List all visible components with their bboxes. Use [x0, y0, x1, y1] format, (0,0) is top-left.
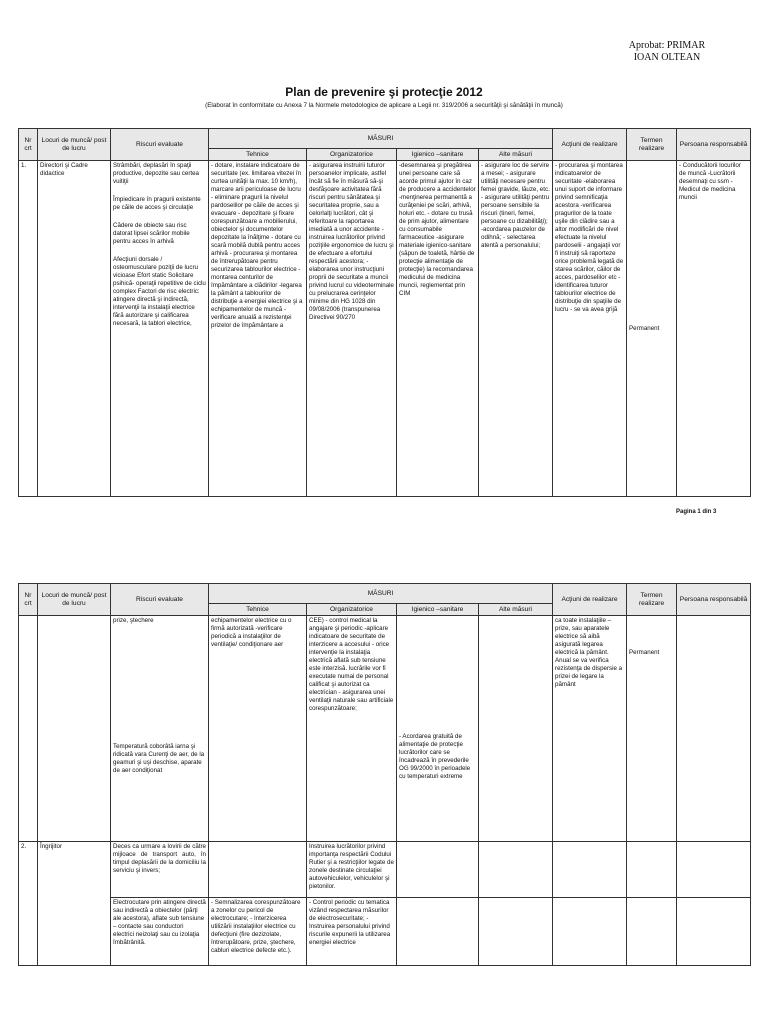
row-nr — [19, 616, 38, 842]
risk-item: Strâmbări, deplasări în spaţii productive, depozite sau certea vuitiţii — [113, 162, 199, 185]
row-tehnice: - Semnalizarea corespunzătoare a zonelor cu pericol de electrocutare; - Interzicerea utilizării instalaţiilor electrice cu defecţiuni (fire dezizolate, întrerupătoare, prize, ştechere, cabluri electrice defecte etc.). — [209, 898, 307, 966]
row-riscuri: Deces ca urmare a lovirii de către mijloace de transport auto, în timpul deplasării de la domiciliu la serviciu şi invers; — [111, 842, 209, 898]
header-tehnice: Tehnice — [209, 604, 307, 616]
prevention-plan-table-page2 — [18, 583, 751, 966]
header-alte: Alte măsuri — [479, 149, 553, 161]
row-termen — [627, 898, 677, 966]
header-tehnice: Tehnice — [209, 149, 307, 161]
header-persoana: Persoana responsabilă — [677, 584, 751, 616]
row-igienico — [397, 616, 479, 842]
approval-line-2: IOAN OLTEAN — [633, 52, 701, 63]
header-riscuri: Riscuri evaluate — [111, 584, 209, 616]
header-actiuni: Acţiuni de realizare — [553, 129, 627, 161]
row-riscuri: Electrocutare prin atingere directă sau indirectă a obiectelor (părţi ale acestora), aflate sub tensiune – contacte sau conductori electrici neizolaţi sau cu izolaţia îmbătrânită. — [111, 898, 209, 966]
row-alte: - asigurare loc de servire a mesei; - asigurare utilităţi necesare pentru femei gravide, lăuze, etc. - asigurare utilităţi pentru persoane sensibile la riscuri (tineri, femei, persoane cu dizabilităţi); -acordarea pauzelor de odihnă; - selectarea atentă a personalului; — [479, 161, 553, 497]
header-organizatorice: Organizatorice — [307, 604, 397, 616]
row-nr: 2. — [19, 842, 38, 966]
row-locuri: Directori şi Cadre didactice — [38, 161, 111, 497]
row-alte — [479, 842, 553, 898]
row-termen: Permanent — [627, 161, 677, 497]
header-termen: Termen realizare — [627, 129, 677, 161]
table-row — [19, 616, 751, 842]
row-organizatorice: - Control periodic cu tematica vizând respectarea măsurilor de electrosecuritate; - Instruirea personalului privind riscurile expunerii la utilizarea energiei electrice — [307, 898, 397, 966]
row-organizatorice: Instruirea lucrătorilor privind importanţa respectării Codului Rutier şi a restricţiilor legate de zonele destinate circulaţiei autovehiculelor, vehiculelor şi pietonilor. — [307, 842, 397, 898]
table-row — [19, 898, 751, 966]
row-persoana: - Conducătorii locurilor de muncă -Lucrătorii desemnaţi cu ssm - Medicul de medicina muncii — [677, 161, 751, 497]
header-alte: Alte măsuri — [479, 604, 553, 616]
header-riscuri: Riscuri evaluate — [111, 129, 209, 161]
row-alte — [479, 616, 553, 842]
row-riscuri — [111, 161, 209, 497]
page-subtitle: (Elaborat în conformitate cu Anexa 7 la Normele metodologice de aplicare a Legii nr. 319/2006 a securităţii şi sănătăţii în muncă) — [205, 102, 563, 109]
risk-item: Cădere de obiecte sau risc datorat lipsei scărilor mobile pentru acces în arhivă — [113, 222, 190, 245]
approval-block — [612, 40, 722, 64]
table-row — [19, 842, 751, 898]
risk-item: Temperatură coborâtă iarna şi ridicată vara Curenţi de aer, de la geamuri şi uşi deschise, aparate de aer condiţionat — [113, 743, 205, 774]
row-tehnice: echipamentelor electrice cu o firmă autorizată -verificare periodică a instalaţiilor de ventilaţie/ condiţionare aer — [209, 616, 307, 842]
row-organizatorice: - asigurarea instruirii tuturor persoanelor implicate, astfel încât să fie în măsură să-şi desfăşoare activitatea fără riscuri pentru sănătatea şi securitatea proprie, sau a celorlalţi lucrători, cât şi referitoare la raportarea imediată a unor accidente - instruirea lucrătorilor privind poziţiile ergonomice de lucru şi de efectuare a efortului respectării acestora; -elaborarea unor instrucţiuni proprii de securitate a muncii privind lucrul cu videoterminale cu prelucrarea cerinţelor minime din HG 1028 din 09/08/2006 (transpunerea Directivei 90/270 — [307, 161, 397, 497]
termen-item: Permanent — [629, 649, 660, 656]
approval-line-1: Aprobat: PRIMAR — [628, 40, 706, 51]
row-persoana — [677, 898, 751, 966]
row-nr: 1. — [19, 161, 38, 497]
row-termen — [627, 842, 677, 898]
row-locuri — [38, 616, 111, 842]
page-title: Plan de prevenire şi protecţie 2012 — [285, 85, 483, 99]
row-igienico: -desemnarea şi pregătirea unei persoane care să acorde primul ajutor în caz de producere a accidentelor -menţinerea permanentă a curăţeniei pe scări, arhivă, holuri etc. - dotare cu trusă de prim ajutor, alimentare cu consumabile farmaceutice -asigurare materiale igienico-sanitare (săpun de toaletă, hârtie de protecţie alimentaţie de protecţie) la recomandarea medicului de medicina muncii, reglementat prin CIM — [397, 161, 479, 497]
row-locuri: Îngrijitor — [38, 842, 111, 966]
row-actiuni: - procurarea şi montarea indicatoarelor de securitate -elaborarea unui suport de informare privind semnificaţia acestora -verificarea pragurilor de la toate uşile din clădire sau a altor modificări de nivel efectuate la nivelul pardoselii - angajaţii vor fi instruiţi să raporteze orice problemă legată de starea scărilor, căilor de acces, pardoselilor etc -identificarea tuturor tablourilor electrice de distribuţie din spaţiile de lucru - se va avea grijă — [553, 161, 627, 497]
header-locuri: Locuri de muncă/ post de lucru — [38, 584, 111, 616]
row-termen — [627, 616, 677, 842]
row-actiuni — [553, 898, 627, 966]
row-tehnice — [209, 842, 307, 898]
row-actiuni: ca toate instalaţiile –prize, sau aparatele electrice să aibă asigurată legarea electrică la pământ. Anual se va verifica rezistenţa de dispersie a prizei de legare la pământ — [553, 616, 627, 842]
table-row — [19, 161, 751, 497]
header-igienico: Igienico –sanitare — [397, 604, 479, 616]
row-persoana — [677, 616, 751, 842]
risk-item: Împiedicare în pragurii existente pe căile de acces şi circulaţie — [113, 196, 201, 211]
header-termen: Termen realizare — [627, 584, 677, 616]
prevention-plan-table-page1 — [18, 128, 751, 497]
row-tehnice: - dotare, instalare indicatoare de securitate (ex. limitarea vitezei în curtea unităţii la max. 10 km/h), marcare arii periculoase de lucru - eliminare pragurii la nivelul pardoselilor pe căile de acces şi evacuare - depozitare şi fixare corespunzătoare a mobilierului, obiectelor şi documentelor depozitate la înălţime - dotare cu scară mobilă dublă pentru acces arhivă - procurarea şi montarea de întrerupătoare pentru securizarea tablourilor electrice -montarea centurilor de împământare a clădirilor -legarea la pământ a tablourilor de distribuţie a energiei electrice şi a echipamentelor de muncă -verificare anuală a rezistenţei prizelor de împământare a — [209, 161, 307, 497]
igienico-item: - Acordarea gratuită de alimentaţie de protecţie lucrătorilor care se încadrează în prevederile OG 99/2000 în perioadele cu temperaturi extreme — [399, 733, 471, 780]
header-locuri: Locuri de muncă/ post de lucru — [38, 129, 111, 161]
row-actiuni — [553, 842, 627, 898]
row-igienico — [397, 898, 479, 966]
header-igienico: Igienico –sanitare — [397, 149, 479, 161]
page-number: Pagina 1 din 3 — [676, 509, 717, 515]
header-persoana: Persoana responsabilă — [677, 129, 751, 161]
header-masuri: MĂSURI — [209, 129, 553, 149]
risk-item: Afecţiuni dorsale / osteomusculare poziţii de lucru vicioase Efort static Solicitare psihică- operaţii repetitive de ciclu complex Factori de risc electric: atingere directă şi indirectă, intervenţii la instalaţii electrice fără autorizare şi calificarea necesară, la tablori electrice, — [113, 256, 206, 327]
risk-item: prize, ştechere — [113, 617, 154, 624]
header-masuri: MĂSURI — [209, 584, 553, 604]
header-nr: Nr crt — [19, 129, 38, 161]
row-igienico — [397, 842, 479, 898]
row-alte — [479, 898, 553, 966]
row-persoana — [677, 842, 751, 898]
header-nr: Nr crt — [19, 584, 38, 616]
row-riscuri — [111, 616, 209, 842]
row-organizatorice: CEE) - control medical la angajare şi periodic -aplicare indicatoare de securitate de interzicere a accesului - orice intervenţie la instalaţia electrică aflată sub tensiune este interzisă. lucrările vor fi executate numai de personal calificat şi autorizat ca electrician - asigurarea unei ventilaţii naturale sau artificiale corespunzătoare; — [307, 616, 397, 842]
header-actiuni: Acţiuni de realizare — [553, 584, 627, 616]
header-organizatorice: Organizatorice — [307, 149, 397, 161]
